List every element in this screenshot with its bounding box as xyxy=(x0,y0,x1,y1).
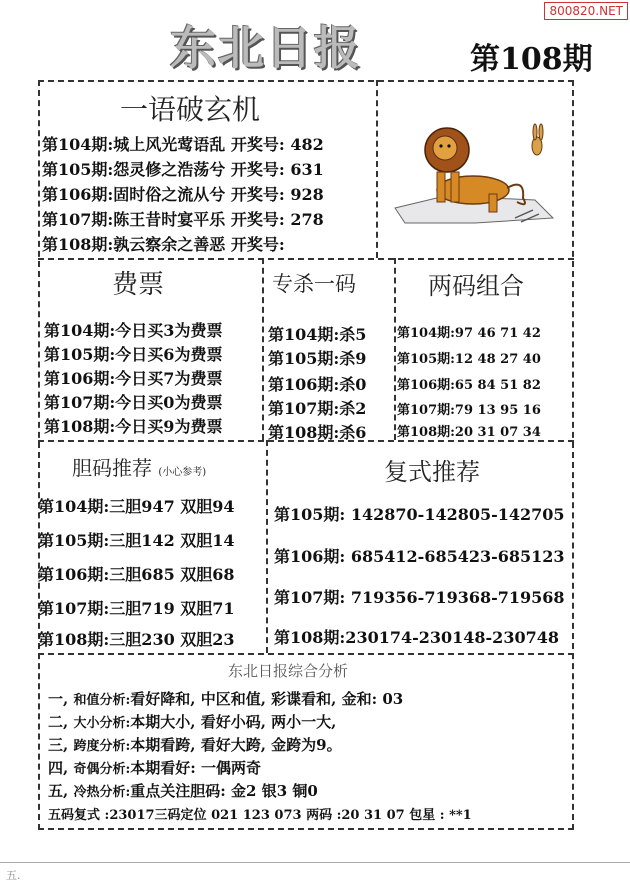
dan-row: 第107期:三胆719 双胆71 xyxy=(38,599,235,618)
analysis-num: 一, xyxy=(48,690,69,708)
twocode-row: 第106期:65 84 51 82 xyxy=(397,378,541,393)
divider xyxy=(38,653,574,655)
riddle-row: 第106期:固时俗之流从兮 开奖号: 928 xyxy=(42,185,324,204)
dan-note: (小心参考) xyxy=(158,467,207,478)
analysis-text: 本期看跨, 看好大跨, 金跨为9。 xyxy=(130,736,342,754)
kill-row: 第104期:杀5 xyxy=(268,325,367,344)
analysis-row xyxy=(48,780,318,801)
divider xyxy=(376,80,378,258)
riddle-heading: 一语破玄机 xyxy=(120,93,261,126)
fushi-row: 第105期: 142870-142805-142705 xyxy=(274,505,565,524)
dan-row: 第105期:三胆142 双胆14 xyxy=(38,531,235,550)
feicai-row: 第108期:今日买9为费票 xyxy=(44,417,223,436)
feicai-row: 第107期:今日买0为费票 xyxy=(44,393,223,412)
feicai-row: 第106期:今日买7为费票 xyxy=(44,369,223,388)
twocode-row: 第108期:20 31 07 34 xyxy=(397,425,541,440)
analysis-num: 五, xyxy=(48,782,69,800)
site-watermark: 800820.NET xyxy=(544,2,628,20)
dan-row: 第106期:三胆685 双胆68 xyxy=(38,565,235,584)
divider xyxy=(266,440,268,653)
bottom-text: 五. xyxy=(6,869,21,882)
fushi-row: 第108期:230174-230148-230748 xyxy=(274,628,559,647)
analysis-row xyxy=(48,734,342,755)
riddle-row: 第107期:陈王昔时宴平乐 开奖号: 278 xyxy=(42,210,324,229)
divider xyxy=(38,258,574,260)
kill-row: 第106期:杀0 xyxy=(268,375,367,394)
issue-number: 第108期 xyxy=(470,42,593,77)
kill-row: 第108期:杀6 xyxy=(268,423,367,442)
twocode-row: 第105期:12 48 27 40 xyxy=(397,352,541,367)
divider xyxy=(394,258,396,440)
kill-row: 第107期:杀2 xyxy=(268,399,367,418)
fushi-heading: 复式推荐 xyxy=(384,458,480,486)
dan-heading-wrap xyxy=(72,452,206,481)
twocode-row: 第107期:79 13 95 16 xyxy=(397,403,541,418)
analysis-footer: 五码复式 :23017三码定位 021 123 073 两码 :20 31 07 包星 : **1 xyxy=(48,808,472,823)
analysis-row xyxy=(48,711,336,732)
analysis-num: 二, xyxy=(48,713,69,731)
feicai-heading: 费票 xyxy=(112,270,165,300)
kill-row: 第105期:杀9 xyxy=(268,349,367,368)
analysis-text: 本期看好: 一偶两奇 xyxy=(130,759,262,777)
divider xyxy=(262,258,264,440)
feicai-row: 第105期:今日买6为费票 xyxy=(44,345,223,364)
bottom-rule xyxy=(0,862,630,863)
analysis-label: 跨度分析: xyxy=(73,739,131,754)
riddle-row: 第104期:城上风光莺语乱 开奖号: 482 xyxy=(42,135,324,154)
paper-title: 东北日报 xyxy=(170,21,362,75)
dan-row: 第104期:三胆947 双胆94 xyxy=(38,497,235,516)
analysis-num: 三, xyxy=(48,736,69,754)
lion-icon xyxy=(385,98,565,248)
analysis-label: 和值分析: xyxy=(73,693,131,708)
analysis-text: 本期大小, 看好小码, 两小一大, xyxy=(130,713,337,731)
twocode-row: 第104期:97 46 71 42 xyxy=(397,326,541,341)
riddle-row: 第108期:孰云察余之善恶 开奖号: xyxy=(42,235,285,254)
analysis-heading: 东北日报综合分析 xyxy=(228,662,349,680)
analysis-text: 重点关注胆码: 金2 银3 铜0 xyxy=(130,782,318,800)
fushi-row: 第106期: 685412-685423-685123 xyxy=(274,547,565,566)
dan-heading: 胆码推荐 xyxy=(72,456,152,480)
analysis-label: 冷热分析: xyxy=(73,785,131,800)
analysis-row xyxy=(48,757,261,778)
feicai-row: 第104期:今日买3为费票 xyxy=(44,321,223,340)
analysis-label: 大小分析: xyxy=(73,716,131,731)
dan-row: 第108期:三胆230 双胆23 xyxy=(38,630,235,649)
kill-heading: 专杀一码 xyxy=(272,272,356,296)
analysis-row xyxy=(48,688,403,709)
analysis-num: 四, xyxy=(48,759,69,777)
riddle-row: 第105期:怨灵修之浩荡兮 开奖号: 631 xyxy=(42,160,324,179)
fushi-row: 第107期: 719356-719368-719568 xyxy=(274,588,565,607)
twocode-heading: 两码组合 xyxy=(428,272,524,300)
analysis-label: 奇偶分析: xyxy=(73,762,131,777)
analysis-text: 看好降和, 中区和值, 彩谍看和, 金和: 03 xyxy=(130,690,404,708)
